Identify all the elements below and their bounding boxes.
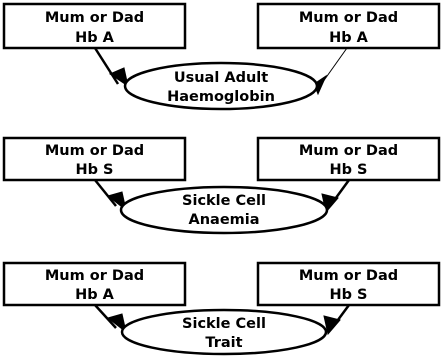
connector-left-1	[95, 48, 118, 84]
result-1-line1: Usual Adult	[173, 70, 269, 86]
panel-2	[4, 138, 439, 233]
panel-3	[4, 263, 439, 354]
parent-left-2-line2: Hb S	[75, 162, 114, 178]
result-2-line1: Sickle Cell	[182, 193, 266, 209]
parent-left-2-line1: Mum or Dad	[44, 143, 145, 159]
connector-left-2	[95, 180, 116, 206]
result-3-line1: Sickle Cell	[182, 316, 266, 332]
parent-right-1-line2: Hb A	[329, 30, 368, 46]
result-1-line2: Haemoglobin	[167, 89, 275, 105]
parent-right-3-line1: Mum or Dad	[298, 268, 399, 284]
parent-right-2-line2: Hb S	[329, 162, 368, 178]
parent-left-3-line1: Mum or Dad	[44, 268, 145, 284]
parent-left-1-line1: Mum or Dad	[44, 10, 145, 26]
parent-right-3-line2: Hb S	[329, 287, 368, 303]
parent-left-1-line2: Hb A	[75, 30, 114, 46]
result-2-line2: Anaemia	[188, 212, 260, 228]
parent-left-3-line2: Hb A	[75, 287, 114, 303]
parent-right-1-line1: Mum or Dad	[298, 10, 399, 26]
result-3-line2: Trait	[205, 335, 243, 351]
parent-right-2-line1: Mum or Dad	[298, 143, 399, 159]
panel-1	[4, 4, 439, 109]
